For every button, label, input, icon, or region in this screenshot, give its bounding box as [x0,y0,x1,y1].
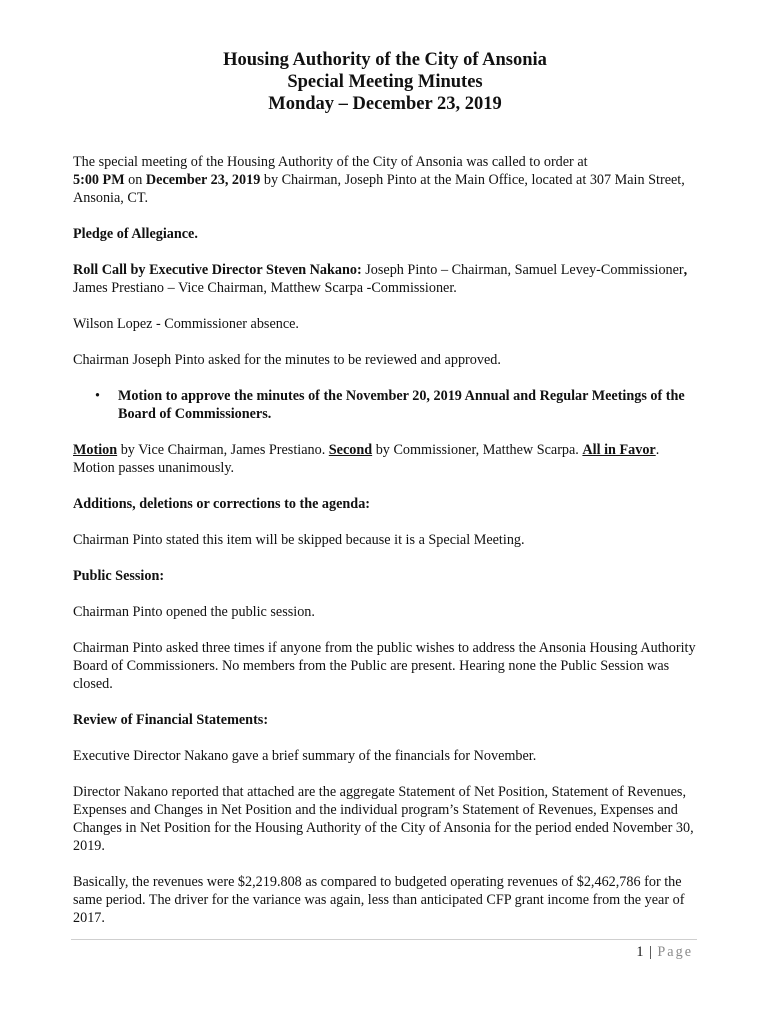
title-organization: Housing Authority of the City of Ansonia [223,50,547,70]
intro-time: 5:00 PM [73,172,125,188]
document-body [73,153,703,945]
intro-date: December 23, 2019 [145,172,261,188]
bullet-icon: • [95,388,100,404]
intro-paragraph [73,153,703,207]
financials-heading: Review of Financial Statements: [73,712,269,728]
financials-report: Director Nakano reported that attached are the aggregate Statement of Net Position, Statement of Revenues, Expenses and Changes in Net Position and the individual program’s Statement of Revenues, Expenses and Changes in Net Position for the Housing Authority of the City of Ansonia for the period ended November 30, 2019. [73,784,694,854]
page-footer [636,943,693,961]
page-number: 1 [636,944,644,960]
motion-outcome: . Motion passes unanimously. [73,442,660,476]
public-session-heading: Public Session: [73,568,165,584]
absence-paragraph: Wilson Lopez - Commissioner absence. [73,316,299,332]
roll-call-members-b: James Prestiano – Vice Chairman, Matthew Scarpa -Commissioner. [73,280,457,296]
intro-connector: on [124,172,146,188]
financials-revenues: Basically, the revenues were $2,219.808 as compared to budgeted operating revenues of $2,462,786 for the same period. The driver for the variance was again, less than anticipated CFP grant income from the year of 2017. [73,874,685,926]
intro-location: by Chairman, Joseph Pinto at the Main Office, located at 307 Main Street, Ansonia, CT. [73,172,685,206]
agenda-heading: Additions, deletions or corrections to the agenda: [73,496,371,512]
all-in-favor-label: All in Favor [582,442,656,458]
motion-by: by Vice Chairman, James Prestiano. [117,442,329,458]
public-session-open: Chairman Pinto opened the public session. [73,604,315,620]
document-title [0,49,770,115]
financials-summary: Executive Director Nakano gave a brief summary of the financials for November. [73,748,537,764]
intro-text: The special meeting of the Housing Authority of the City of Ansonia was called to order at [73,154,588,170]
roll-call-members-a: Joseph Pinto – Chairman, Samuel Levey-Commissioner [361,262,684,278]
second-label: Second [328,442,373,458]
motion-result-paragraph [73,441,703,477]
motion-bullet-item [73,387,703,423]
pledge-heading: Pledge of Allegiance. [73,226,198,242]
roll-call-paragraph [73,261,703,297]
roll-call-comma: , [683,262,688,278]
motion-bullet-text: Motion to approve the minutes of the November 20, 2019 Annual and Regular Meetings of the Board of Commissioners. [118,388,685,422]
minutes-request-paragraph: Chairman Joseph Pinto asked for the minutes to be reviewed and approved. [73,352,501,368]
title-meeting-type: Special Meeting Minutes [287,72,483,92]
motion-label: Motion [73,442,118,458]
footer-divider [71,939,697,940]
roll-call-label: Roll Call by Executive Director Steven Nakano: [73,262,362,278]
page-separator: | [649,944,652,960]
title-date: Monday – December 23, 2019 [268,94,502,114]
page-label: Page [657,944,693,960]
public-session-close: Chairman Pinto asked three times if anyone from the public wishes to address the Ansonia Housing Authority Board of Commissioners. No members from the Public are present. Hearing none the Public Session was closed. [73,640,696,692]
second-by: by Commissioner, Matthew Scarpa. [372,442,583,458]
agenda-text: Chairman Pinto stated this item will be skipped because it is a Special Meeting. [73,532,525,548]
